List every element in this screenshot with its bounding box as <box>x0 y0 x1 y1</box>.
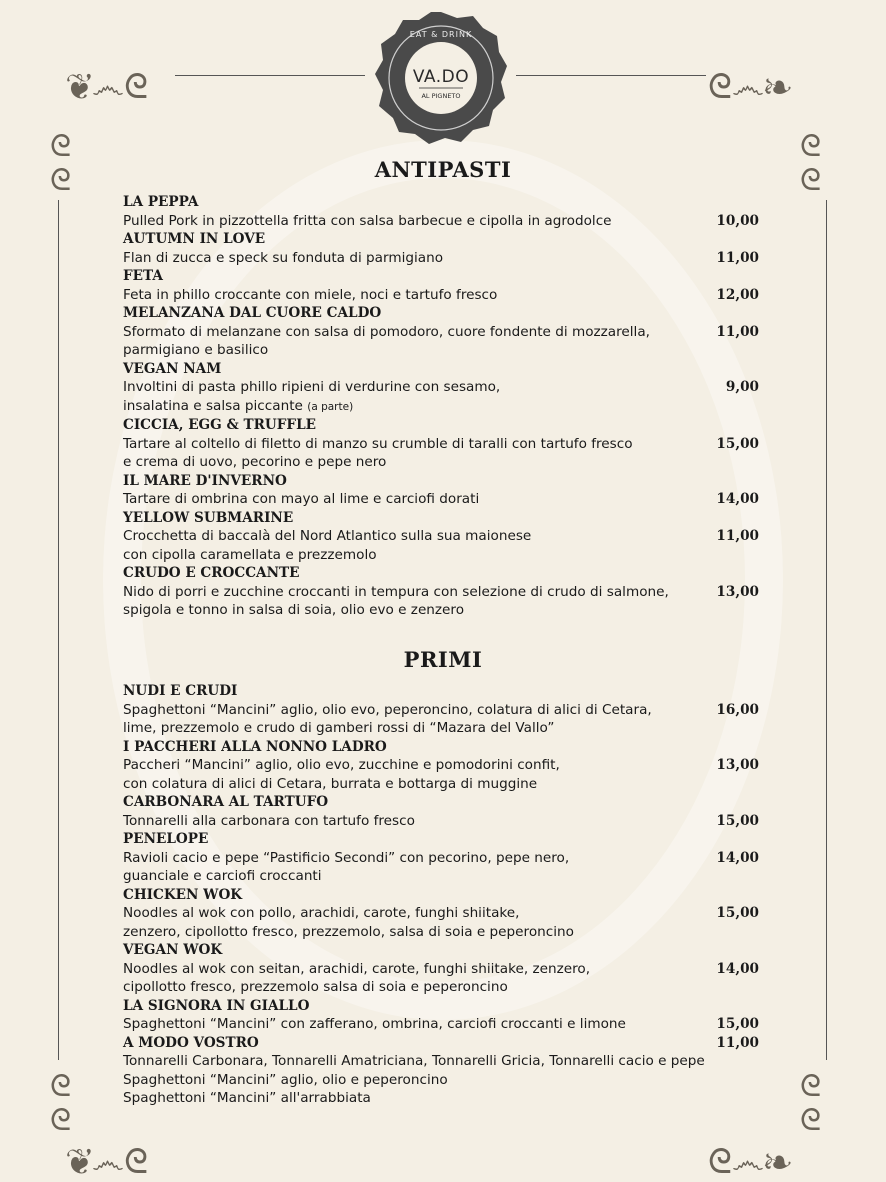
flourish-top-left: ❦෴ᘓ <box>66 67 149 107</box>
menu-item <box>123 830 763 886</box>
menu-item-description-text: zenzero, cipollotto fresco, prezzemolo, salsa di soia e peperoncino <box>123 923 574 940</box>
menu-item-description <box>123 719 763 738</box>
menu-item-price: 15,00 <box>716 812 759 829</box>
menu-item <box>123 564 763 620</box>
top-rule-left <box>175 75 365 76</box>
menu-item-description-text: Spaghettoni “Mancini” all'arrabbiata <box>123 1090 371 1106</box>
menu-item-description-text: lime, prezzemolo e crudo di gamberi rossi di “Mazara del Vallo” <box>123 720 555 736</box>
menu-item-name: CARBONARA AL TARTUFO <box>123 794 329 810</box>
menu-item <box>123 416 763 472</box>
menu-item-description-text: Sformato di melanzane con salsa di pomodoro, cuore fondente di mozzarella, <box>123 323 650 340</box>
menu-item-description-text: Spaghettoni “Mancini” aglio, olio evo, peperoncino, colatura di alici di Cetara, <box>123 701 652 718</box>
right-border-line <box>826 200 827 1060</box>
menu-item-description <box>123 960 763 979</box>
flourish-bottom-left-side: ᘓ ᘓ <box>50 1069 72 1138</box>
menu-item <box>123 886 763 942</box>
menu-item <box>123 793 763 830</box>
menu-item-description-text: guanciale e carciofi croccanti <box>123 868 322 884</box>
menu-item-name: LA SIGNORA IN GIALLO <box>123 997 310 1014</box>
menu-item <box>123 1034 763 1108</box>
logo-name: VA.DO <box>412 67 470 87</box>
menu-item-name: A MODO VOSTRO <box>123 1034 259 1051</box>
menu-item-description-text: Ravioli cacio e pepe “Pastificio Secondi” con pecorino, pepe nero, <box>123 849 570 866</box>
menu-item-description <box>123 212 763 231</box>
flourish-bottom-right: ᘓ෴❧ <box>708 1142 792 1182</box>
vado-logo <box>373 10 509 146</box>
menu-item-description <box>123 1089 763 1108</box>
flourish-top-right: ᘓ෴❧ <box>708 67 792 107</box>
menu-item-description <box>123 775 763 794</box>
section-title-primi: PRIMI <box>403 647 483 672</box>
menu-item-price: 15,00 <box>716 905 759 921</box>
menu-item-description <box>123 378 763 397</box>
menu-item-name: FETA <box>123 268 163 284</box>
menu-item-description <box>123 849 763 868</box>
primi-list <box>123 682 763 1108</box>
menu-item-name: LA PEPPA <box>123 194 199 210</box>
menu-item-description <box>123 1052 763 1071</box>
menu-item <box>123 360 763 417</box>
menu-item-price: 11,00 <box>716 528 759 544</box>
menu-item-description-text: Spaghettoni “Mancini” con zafferano, ombrina, carciofi croccanti e limone <box>123 1016 626 1032</box>
menu-item-name: AUTUMN IN LOVE <box>123 231 266 247</box>
menu-item-description-text: Feta in phillo croccante con miele, noci e tartufo fresco <box>123 286 498 303</box>
menu-item-description <box>123 453 763 472</box>
menu-item <box>123 193 763 230</box>
menu-item <box>123 304 763 360</box>
menu-item-price: 10,00 <box>716 212 759 229</box>
menu-item-description-text: con cipolla caramellata e prezzemolo <box>123 546 377 563</box>
logo-subtitle: AL PIGNETO <box>421 92 461 100</box>
menu-item-price: 12,00 <box>716 286 759 303</box>
logo-ring-text: EAT & DRINK <box>409 30 473 39</box>
menu-item-description <box>123 527 763 546</box>
menu-item-description <box>123 701 763 720</box>
menu-item-description-text: Paccheri “Mancini” aglio, olio evo, zucchine e pomodorini confit, <box>123 757 560 773</box>
menu-item-price: 11,00 <box>716 249 759 266</box>
menu-item-price: 11,00 <box>716 1034 759 1051</box>
menu-item-name: I PACCHERI ALLA NONNO LADRO <box>123 738 387 755</box>
menu-item-description <box>123 435 763 454</box>
menu-item-description-text: Spaghettoni “Mancini” aglio, olio e peperoncino <box>123 1071 448 1088</box>
menu-item-description <box>123 756 763 775</box>
menu-item-name: NUDI E CRUDI <box>123 683 238 699</box>
menu-item-description-text: Flan di zucca e speck su fonduta di parmigiano <box>123 249 444 266</box>
menu-item-description-text: Nido di porri e zucchine croccanti in tempura con selezione di crudo di salmone, <box>123 583 669 600</box>
menu-item-name: MELANZANA DAL CUORE CALDO <box>123 305 382 321</box>
menu-item-description <box>123 978 763 997</box>
menu-item-description <box>123 601 763 620</box>
menu-item-description <box>123 1015 763 1034</box>
menu-item-description <box>123 812 763 831</box>
menu-item <box>123 682 763 738</box>
menu-item-description <box>123 583 763 602</box>
flourish-top-right-side: ᘓ ᘓ <box>800 129 822 198</box>
menu-item-description-text: Tartare al coltello di filetto di manzo su crumble di taralli con tartufo fresco <box>123 435 633 452</box>
menu-item-name: VEGAN WOK <box>123 942 223 958</box>
menu-item-note: (a parte) <box>307 400 354 413</box>
menu-item-price: 11,00 <box>716 323 759 340</box>
menu-item-description-text: Tonnarelli alla carbonara con tartufo fresco <box>123 812 415 829</box>
menu-item-description <box>123 397 763 417</box>
top-rule-right <box>516 75 706 76</box>
menu-item-description-text: Pulled Pork in pizzottella fritta con salsa barbecue e cipolla in agrodolce <box>123 212 612 229</box>
menu-item-description-text: cipollotto fresco, prezzemolo salsa di soia e peperoncino <box>123 979 508 995</box>
menu-item-price: 14,00 <box>716 960 759 977</box>
flourish-bottom-left: ❦෴ᘓ <box>66 1142 149 1182</box>
menu-item-price: 13,00 <box>716 757 759 773</box>
menu-item-description <box>123 546 763 565</box>
menu-item-name: CHICKEN WOK <box>123 886 243 903</box>
menu-item-name: CRUDO E CROCCANTE <box>123 565 300 581</box>
menu-item-description-text: insalatina e salsa piccante <box>123 397 303 414</box>
menu-item-description-text: Tartare di ombrina con mayo al lime e carciofi dorati <box>123 491 480 507</box>
menu-item-description-text: Tonnarelli Carbonara, Tonnarelli Amatriciana, Tonnarelli Gricia, Tonnarelli cacio e pepe <box>123 1053 705 1069</box>
menu-item-description-text: spigola e tonno in salsa di soia, olio evo e zenzero <box>123 602 465 618</box>
menu-item <box>123 997 763 1034</box>
menu-item <box>123 472 763 509</box>
menu-item-description-text: Noodles al wok con seitan, arachidi, carote, funghi shiitake, zenzero, <box>123 960 591 977</box>
menu-item-description-text: parmigiano e basilico <box>123 342 269 358</box>
menu-item-name: IL MARE D'INVERNO <box>123 472 287 489</box>
menu-item-description <box>123 923 763 942</box>
menu-item <box>123 230 763 267</box>
menu-item-name: PENELOPE <box>123 831 209 847</box>
menu-item-name: VEGAN NAM <box>123 360 222 377</box>
menu-item-name: YELLOW SUBMARINE <box>123 509 294 526</box>
menu-item-price: 15,00 <box>716 435 759 452</box>
left-border-line <box>58 200 59 1060</box>
menu-item-description <box>123 323 763 342</box>
menu-item <box>123 267 763 304</box>
menu-item-name: CICCIA, EGG & TRUFFLE <box>123 417 316 433</box>
menu-item <box>123 941 763 997</box>
menu-item-description-text: Noodles al wok con pollo, arachidi, carote, funghi shiitake, <box>123 905 520 921</box>
antipasti-list <box>123 193 763 620</box>
menu-item <box>123 738 763 794</box>
menu-item-description <box>123 904 763 923</box>
menu-item-price: 13,00 <box>716 583 759 600</box>
flourish-top-left-side: ᘓ ᘓ <box>50 129 72 198</box>
menu-item-price: 14,00 <box>716 849 759 866</box>
menu-item-description <box>123 1071 763 1090</box>
menu-item-description-text: Crocchetta di baccalà del Nord Atlantico sulla sua maionese <box>123 528 532 544</box>
menu-item-description <box>123 249 763 268</box>
menu-item-price: 16,00 <box>716 701 759 718</box>
menu-item-description <box>123 341 763 360</box>
menu-item-description-text: e crema di uovo, pecorino e pepe nero <box>123 454 387 470</box>
section-title-antipasti: ANTIPASTI <box>374 157 512 182</box>
menu-item <box>123 509 763 565</box>
menu-item-description <box>123 286 763 305</box>
menu-item-description <box>123 867 763 886</box>
menu-item-description <box>123 490 763 509</box>
menu-item-price: 14,00 <box>716 491 759 507</box>
menu-item-description-text: con colatura di alici di Cetara, burrata e bottarga di muggine <box>123 775 538 792</box>
flourish-bottom-right-side: ᘓ ᘓ <box>800 1069 822 1138</box>
menu-item-description-text: Involtini di pasta phillo ripieni di verdurine con sesamo, <box>123 379 501 395</box>
menu-item-price: 9,00 <box>725 379 759 395</box>
menu-item-price: 15,00 <box>716 1016 759 1032</box>
